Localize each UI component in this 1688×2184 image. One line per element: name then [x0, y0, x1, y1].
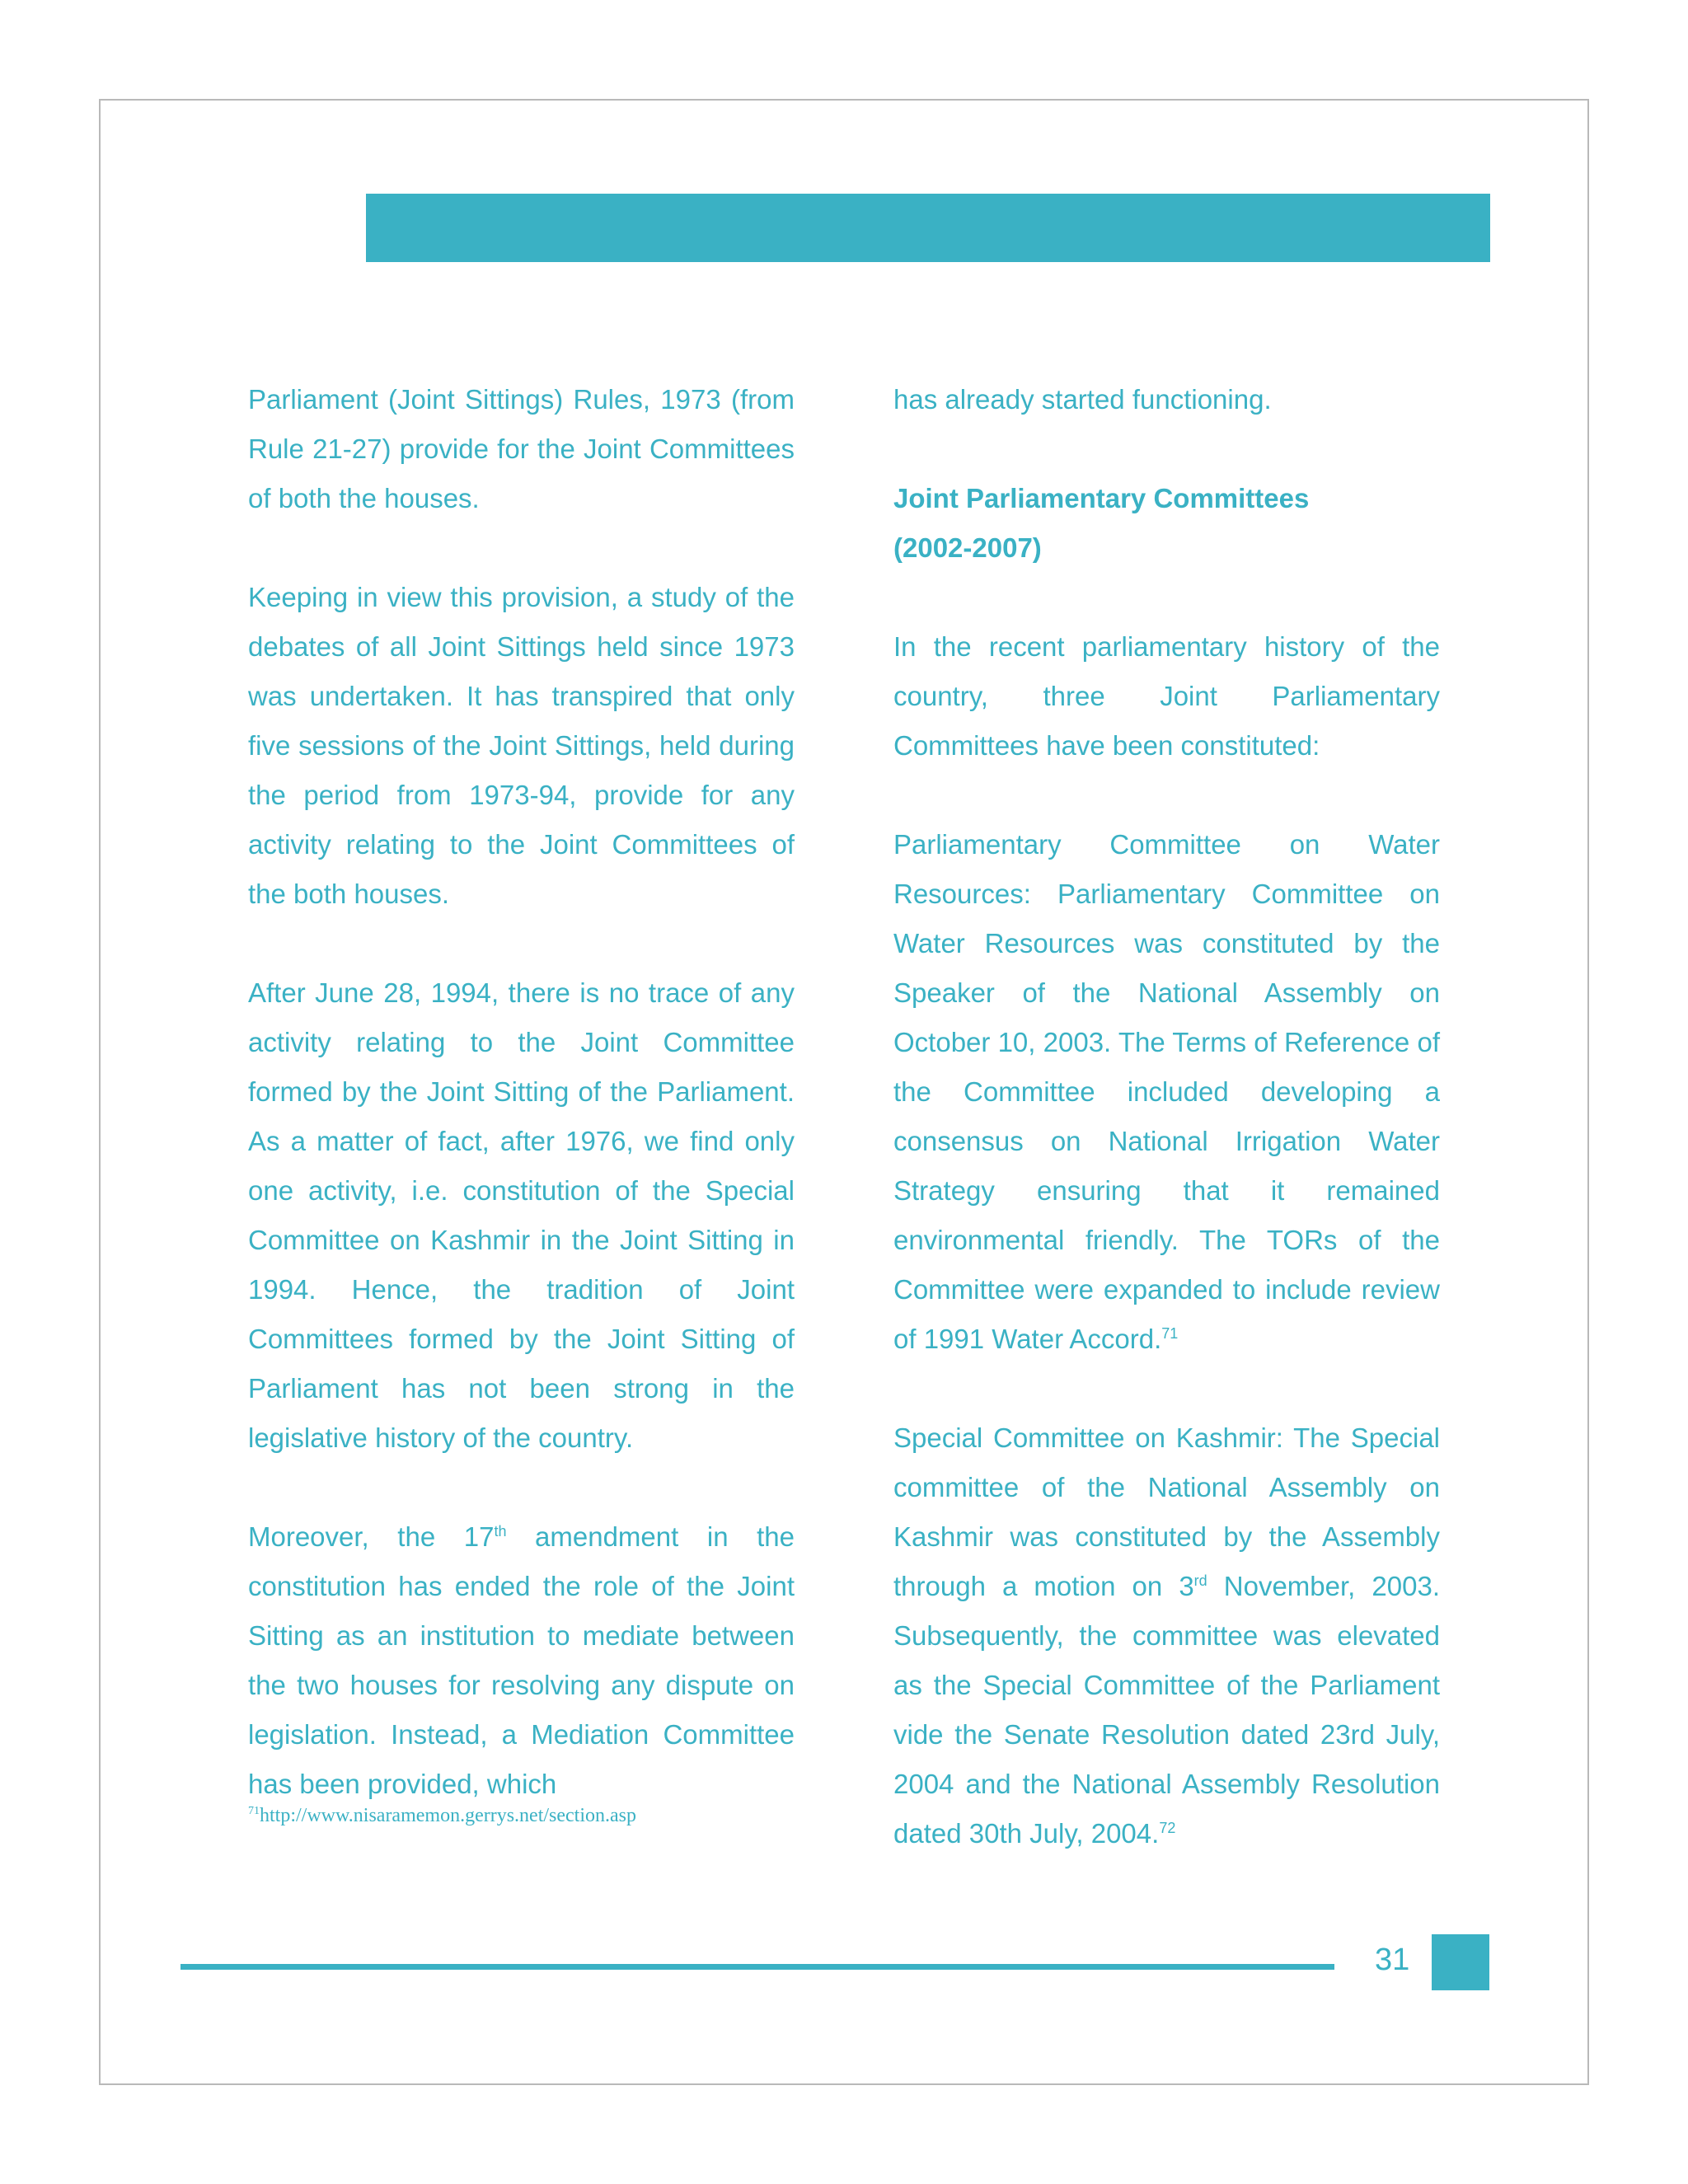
- footnote: [248, 1805, 636, 1827]
- footer-rule: [181, 1964, 1334, 1970]
- right-paragraph-3-start: Special Committee on Kashmir: The Special committee of the National Assembly on Kashmir was constituted by the Assembly through a motion on 3: [893, 1422, 1440, 1601]
- left-paragraph-3: After June 28, 1994, there is no trace of any activity relating to the Joint Committee formed by the Joint Sitting of the Parliament. As a matter of fact, after 1976, we find only one activity, i.e. constitution of the Special Committee on Kashmir in the Joint Sitting in 1994. Hence, the tradition of Joint Committees formed by the Joint Sitting of Parliament has not been strong in the legislative history of the country.: [248, 977, 795, 1453]
- right-paragraph-3-end: November, 2003. Subsequently, the committee was elevated as the Special Committee of the Parliament vide the Senate Resolution dated 23rd July, 2004 and the National Assembly Resolution dated 30th July, 2004.: [893, 1571, 1440, 1849]
- ordinal-superscript: th: [494, 1523, 507, 1540]
- section-heading-line-2: (2002-2007): [893, 532, 1042, 563]
- right-paragraph-2-text: Parliamentary Committee on Water Resources: Parliamentary Committee on Water Resources was constituted by the Speaker of the National Assembly on October 10, 2003. The Terms of Reference of the Committee included developing a consensus on National Irrigation Water Strategy ensuring that it remained environmental friendly. The TORs of the Committee were expanded to include review of 1991 Water Accord.: [893, 829, 1440, 1354]
- footnote-ref-71: 71: [1161, 1325, 1179, 1342]
- footnote-marker: 71: [248, 1805, 260, 1817]
- right-continuation: has already started functioning.: [893, 384, 1272, 415]
- page-number: 31: [1375, 1943, 1410, 1977]
- left-paragraph-4: [248, 1512, 795, 1809]
- section-heading: [893, 474, 1440, 573]
- right-paragraph-1: In the recent parliamentary history of the country, three Joint Parliamentary Committees have been constituted:: [893, 631, 1440, 761]
- ordinal-superscript: rd: [1193, 1572, 1207, 1589]
- left-paragraph-2: Keeping in view this provision, a study of the debates of all Joint Sittings held since 1973 was undertaken. It has transpired that only five sessions of the Joint Sittings, held during the period from 1973-94, provide for any activity relating to the Joint Committees of the both houses.: [248, 582, 795, 909]
- right-paragraph-2: [893, 820, 1440, 1364]
- footnote-link[interactable]: http://www.nisaramemon.gerrys.net/section.asp: [260, 1805, 637, 1826]
- right-column: [893, 375, 1440, 1858]
- left-column: [248, 375, 795, 1809]
- section-heading-line-1: Joint Parliamentary Committees: [893, 483, 1310, 513]
- left-paragraph-4-end: amendment in the constitution has ended the role of the Joint Sitting as an institution to mediate between the two houses for resolving any dispute on legislation. Instead, a Mediation Committee has been provided, which: [248, 1521, 795, 1799]
- left-paragraph-4-start: Moreover, the 17: [248, 1521, 495, 1552]
- header-accent-bar: [366, 194, 1490, 262]
- right-paragraph-3: [893, 1413, 1440, 1858]
- footnote-ref-72: 72: [1159, 1820, 1176, 1836]
- page-number-box: [1432, 1934, 1489, 1990]
- left-paragraph-1: Parliament (Joint Sittings) Rules, 1973 (from Rule 21-27) provide for the Joint Committees of both the houses.: [248, 384, 795, 513]
